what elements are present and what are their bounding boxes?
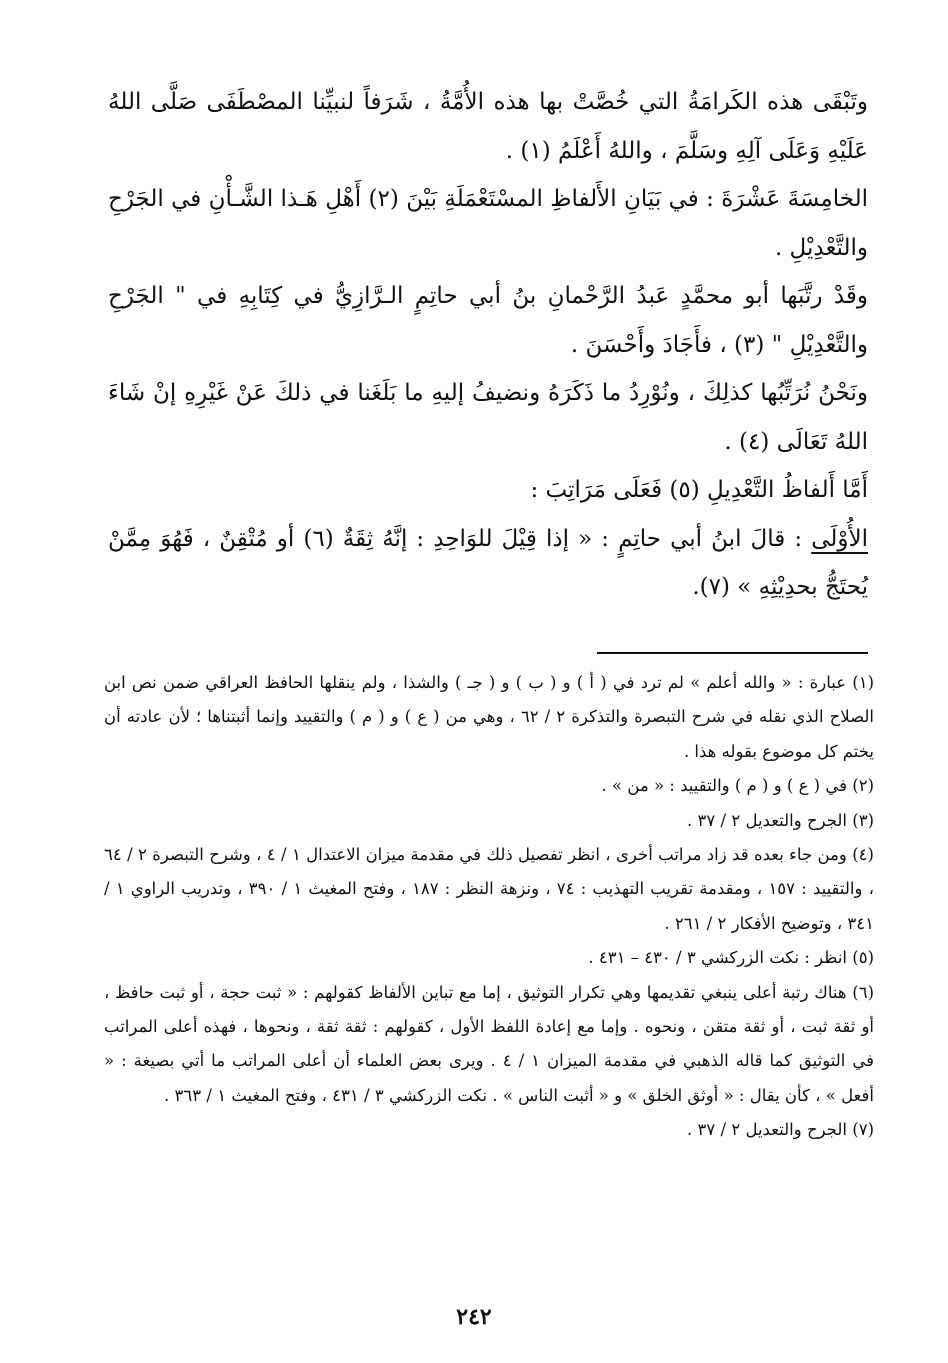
paragraph (108, 515, 868, 612)
footnote: (٦) هناك رتبة أعلى ينبغي تقديمها وهي تكرار التوثيق ، إما مع تباين الألفاظ كقولهم : « ثبت حجة ، أو ثبت حافظ ، أو ثقة ثبت ، أو ثقة متقن ، ونحوه . وإما مع إعادة اللفظ الأول ، كقولهم : ثقة ثقة ، ونحوها ، فهذه أعلى المراتب في التوثيق كما قاله الذهبي في مقدمة الميزان ١ / ٤ . ويرى بعض العلماء أن أعلى المراتب ما أتي بصيغة : « أفعل » ، كأن يقال : « أوثق الخلق » و « أثبت الناس » . نكت الزركشي ٣ / ٤٣١ ، وفتح المغيث ١ / ٣٦٣ . (104, 982, 874, 1105)
footnote: (٤) ومن جاء بعده قد زاد مراتب أخرى ، انظر تفصيل ذلك في مقدمة ميزان الاعتدال ١ / ٤ ، وشرح التبصرة ٢ / ٦٤ ، والتقييد : ١٥٧ ، ومقدمة تقريب التهذيب : ٧٤ ، ونزهة النظر : ١٨٧ ، وفتح المغيث ١ / ٣٩٠ ، وتدريب الراوي ١ / ٣٤١ ، وتوضيح الأفكار ٢ / ٢٦١ . (104, 845, 874, 933)
paragraph: ونَحْنُ نُرَتِّبُها كذلِكَ ، ونُوْرِدُ ما ذَكَرَهُ ونضيفُ إليهِ ما بَلَغَنا في ذلكَ عَنْ غَيْرِهِ إنْ شَاءَ اللهُ تَعَالَى (٤) . (108, 380, 868, 455)
page-number: ٢٤٢ (456, 1304, 492, 1330)
footnote: (٣) الجرح والتعديل ٢ / ٣٧ . (687, 810, 874, 830)
main-text (108, 78, 868, 612)
footnote: (٧) الجرح والتعديل ٢ / ٣٧ . (687, 1120, 874, 1140)
footnote: (١) عبارة : « والله أعلم » لم ترد في ( أ ) و ( ب ) و ( جـ ) والشذا ، ولم ينقلها الحافظ العراقي ضمن نص ابن الصلاح الذي نقله في شرح التبصرة والتذكرة ٢ / ٦٢ ، وهي من ( ع ) و ( م ) والتقييد وإنما أثبتناها ؛ لأن عادته أن يختم كل موضوع بقوله هذا . (104, 673, 874, 761)
rank-heading: الأُوْلَى (811, 525, 868, 552)
paragraph: وقَدْ رتَّبَها أبو محمَّدٍ عَبدُ الرَّحْمانِ بنُ أبي حاتِمٍ الـرَّازِيُّ في كِتَابِهِ في " الجَرْحِ والتَّعْدِيْلِ " (٣) ، فأَجَادَ وأَحْسَنَ . (108, 283, 868, 358)
footnotes (104, 666, 874, 1148)
paragraph: وتَبْقَى هذه الكَرامَةُ التي خُصَّتْ بها هذه الأُمَّةُ ، شَرَفاً لنبيِّنا المصْطَفَى صَلَّى اللهُ عَلَيْهِ وَعَلَى آلِهِ وسَلَّمَ ، واللهُ أَعْلَمُ (١) . (108, 89, 868, 164)
paragraph: أَمَّا أَلفاظُ التَّعْدِيلِ (٥) فَعَلَى مَرَاتِبَ : (530, 477, 868, 503)
footnote: (٢) في ( ع ) و ( م ) والتقييد : « من » . (601, 776, 874, 796)
paragraph-text: : قالَ ابنُ أبي حاتِمٍ : « إذا قِيْلَ للوَاحِدِ : إنَّهُ ثِقَةٌ (٦) أو مُتْقِنٌ ، فَهُوَ مِمَّنْ يُحتَجُّ بحدِيْثِهِ » (٧). (108, 525, 868, 600)
footnote-divider (597, 652, 868, 654)
paragraph: الخامِسَةَ عَشْرَةَ : في بَيَانِ الأَلفاظِ المسْتَعْمَلَةِ بَيْنَ (٢) أَهْلِ هَـذا الشَّـأْنِ في الجَرْحِ والتَّعْدِيْلِ . (108, 186, 869, 261)
footnote: (٥) انظر : نكت الزركشي ٣ / ٤٣٠ – ٤٣١ . (588, 948, 874, 968)
